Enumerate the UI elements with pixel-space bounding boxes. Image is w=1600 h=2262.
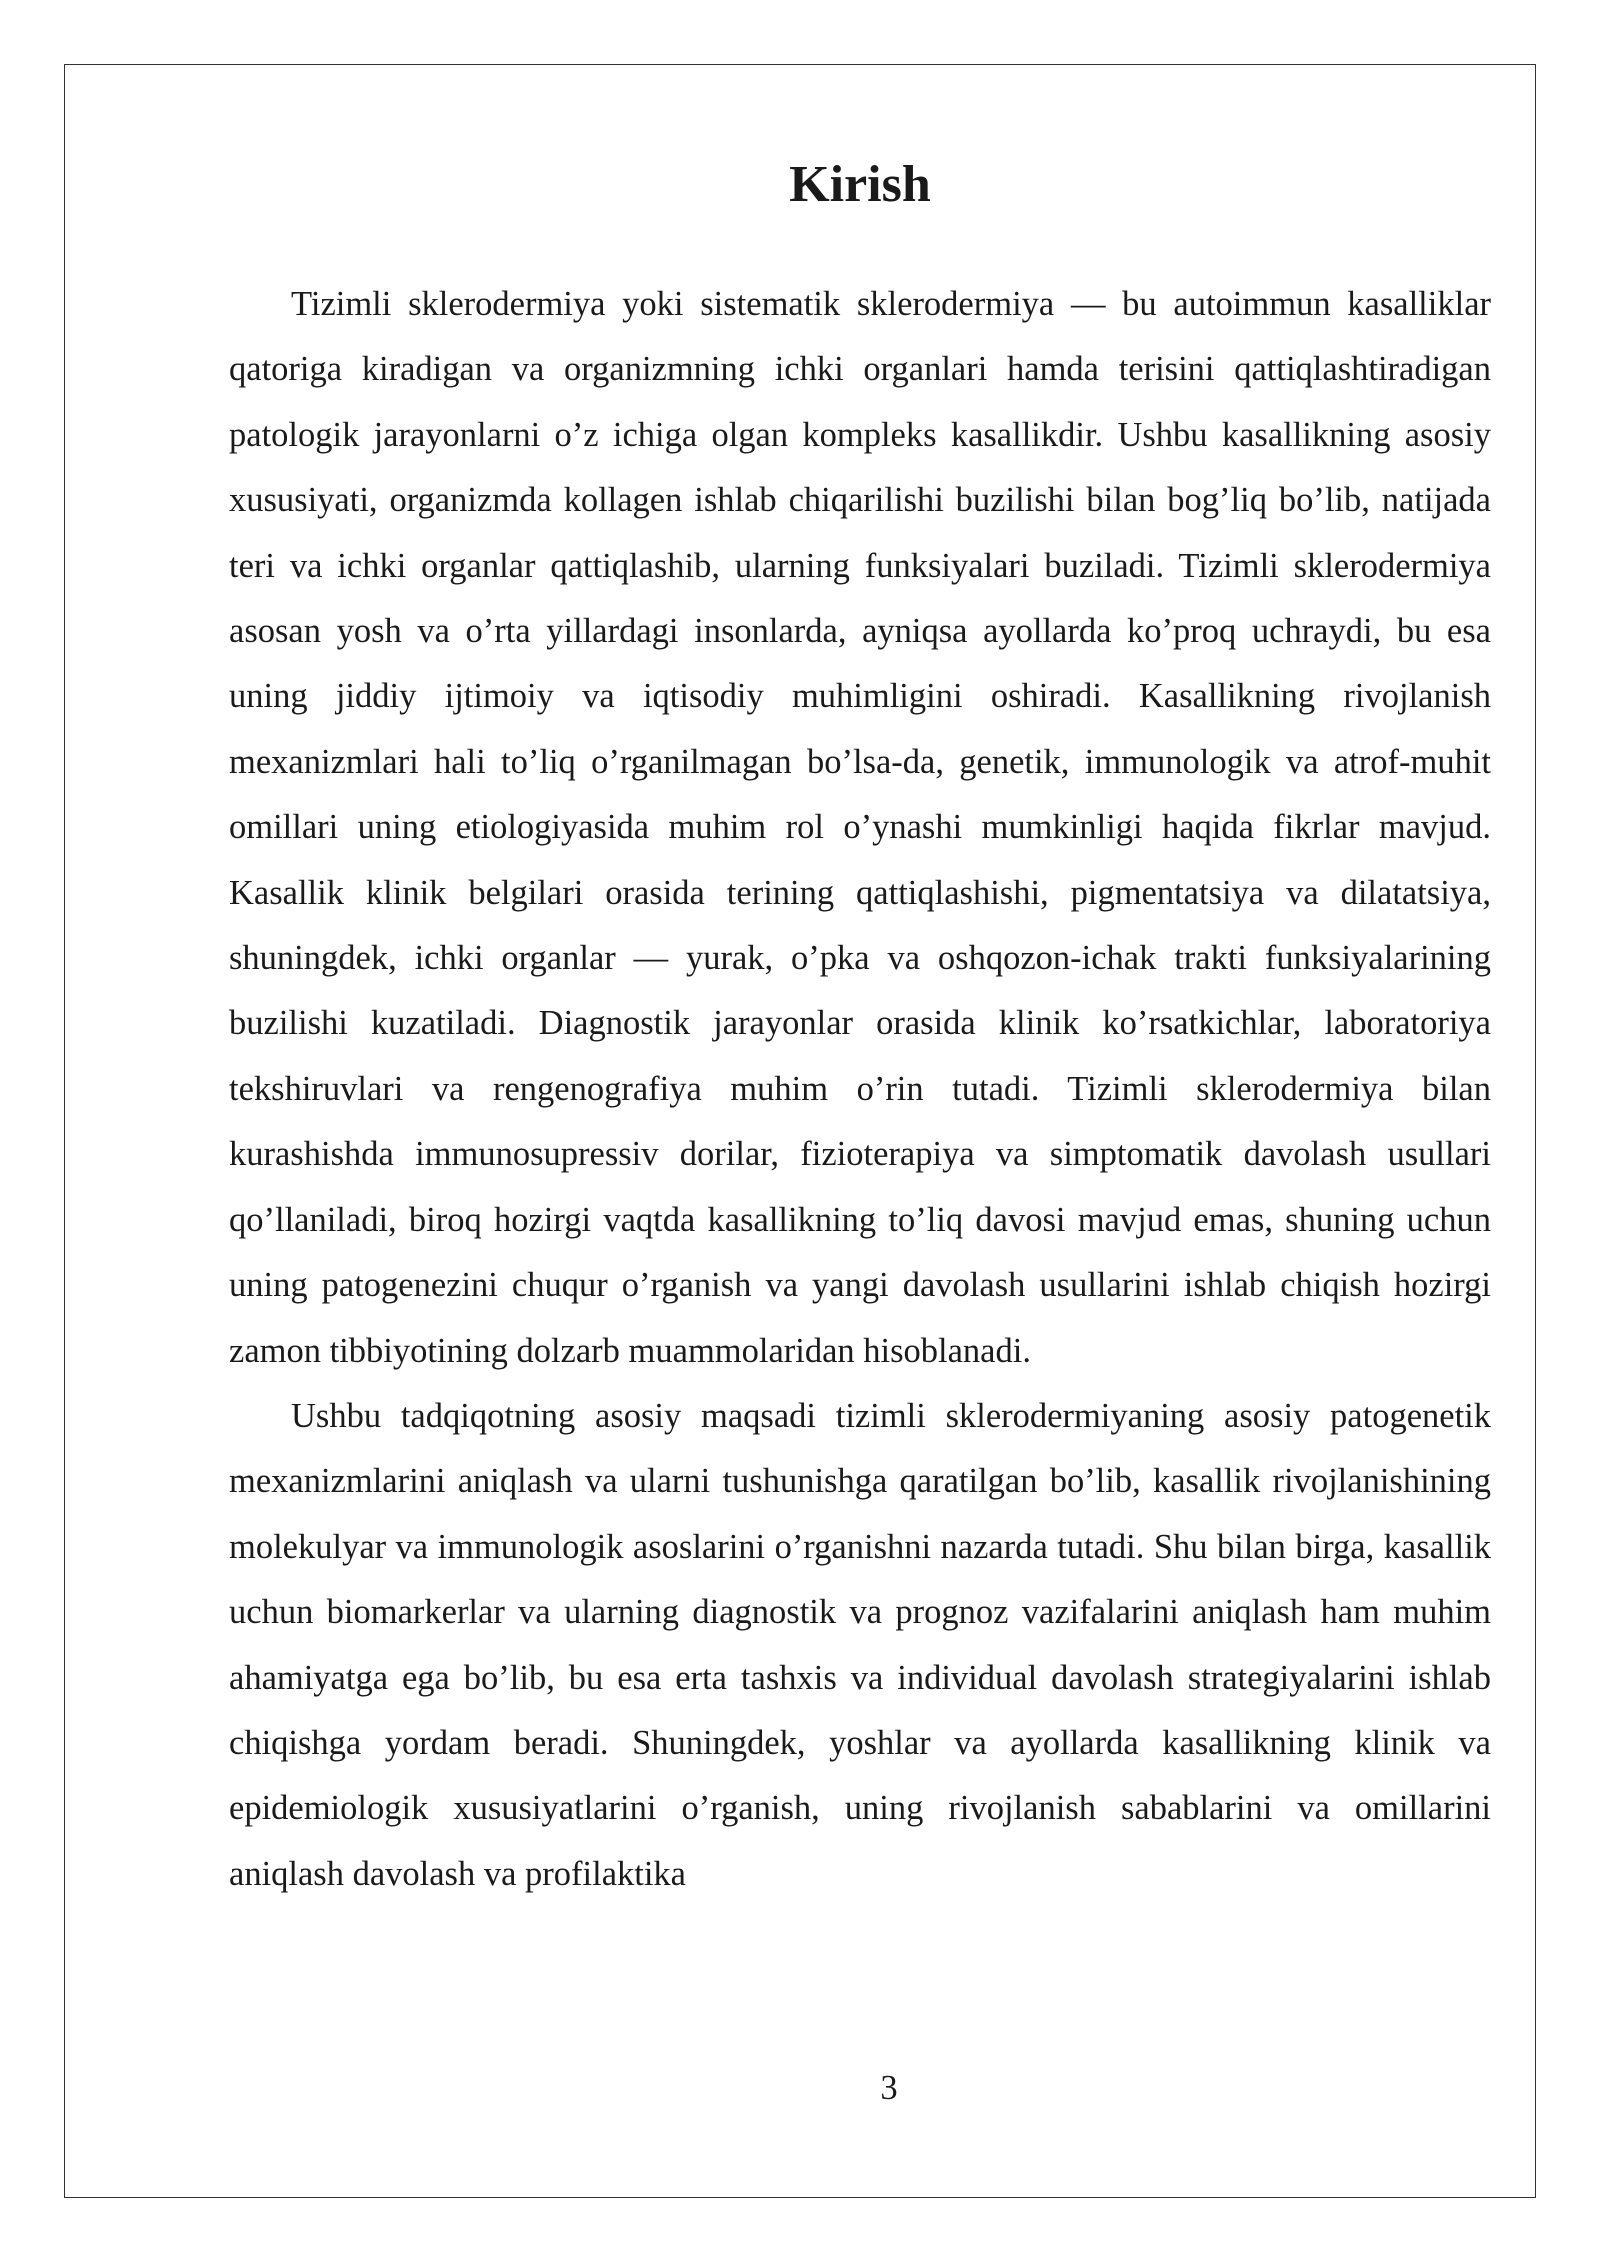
paragraph-research-goal: Ushbu tadqiqotning asosiy maqsadi tizimli sklerodermiyaning asosiy patogenetik mexanizmlarini aniqlash va ularni tushunishga qaratilgan bo’lib, kasallik rivojlanishining molekulyar va immunologik asoslarini o’rganishni nazarda tutadi. Shu bilan birga, kasallik uchun biomarkerlar va ularning diagnostik va prognoz vazifalarini aniqlash ham muhim ahamiyatga ega bo’lib, bu esa erta tashxis va individual davolash strategiyalarini ishlab chiqishga yordam beradi. Shuningdek, yoshlar va ayollarda kasallikning klinik va epidemiologik xususiyatlarini o’rganish, uning rivojlanish sabablarini va omillarini aniqlash davolash va profilaktika xyxy=(229,1396,1491,1893)
page-content xyxy=(229,140,1491,1907)
page-number: 3 xyxy=(880,2069,898,2107)
paragraph-introduction: Tizimli sklerodermiya yoki sistematik sklerodermiya — bu autoimmun kasalliklar qatoriga kiradigan va organizmning ichki organlari hamda terisini qattiqlashtiradigan patologik jarayonlarni o’z ichiga olgan kompleks kasallikdir. Ushbu kasallikning asosiy xususiyati, organizmda kollagen ishlab chiqarilishi buzilishi bilan bog’liq bo’lib, natijada teri va ichki organlar qattiqlashib, ularning funksiyalari buziladi. Tizimli sklerodermiya asosan yosh va o’rta yillardagi insonlarda, ayniqsa ayollarda ko’proq uchraydi, bu esa uning jiddiy ijtimoiy va iqtisodiy muhimligini oshiradi. Kasallikning rivojlanish mexanizmlari hali to’liq o’rganilmagan bo’lsa-da, genetik, immunologik va atrof-muhit omillari uning etiologiyasida muhim rol o’ynashi mumkinligi haqida fikrlar mavjud. Kasallik klinik belgilari orasida terining qattiqlashishi, pigmentatsiya va dilatatsiya, shuningdek, ichki organlar — yurak, o’pka va oshqozon-ichak trakti funksiyalarining buzilishi kuzatiladi. Diagnostik jarayonlar orasida klinik ko’rsatkichlar, laboratoriya tekshiruvlari va rengenografiya muhim o’rin tutadi. Tizimli sklerodermiya bilan kurashishda immunosupressiv dorilar, fizioterapiya va simptomatik davolash usullari qo’llaniladi, biroq hozirgi vaqtda kasallikning to’liq davosi mavjud emas, shuning uchun uning patogenezini chuqur o’rganish va yangi davolash usullarini ishlab chiqish hozirgi zamon tibbiyotining dolzarb muammolaridan hisoblanadi. xyxy=(229,285,1491,1370)
section-title: Kirish xyxy=(789,156,931,213)
